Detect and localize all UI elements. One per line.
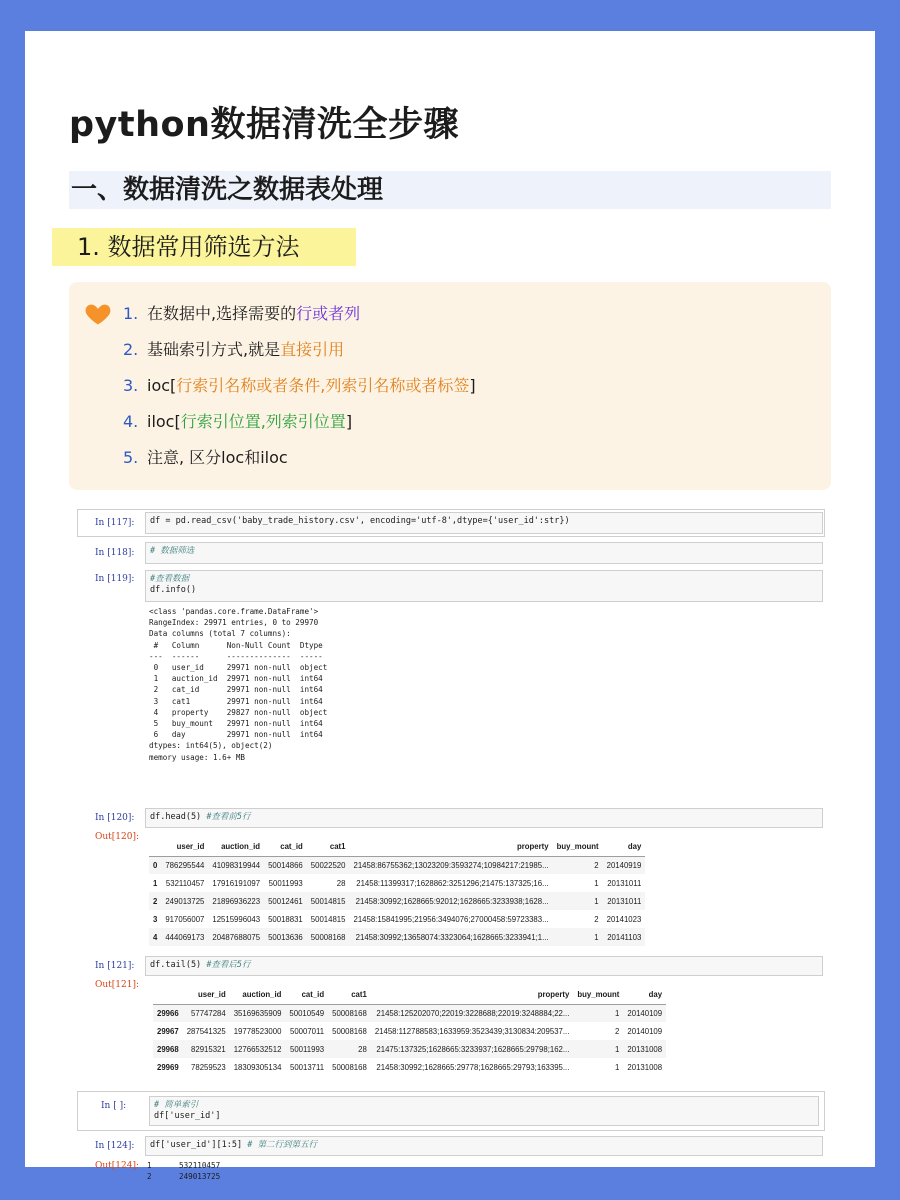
tip-highlight: 行或者列 <box>296 304 361 323</box>
tip-number: 1. <box>123 304 139 323</box>
cell-output: <class 'pandas.core.frame.DataFrame'> RangeIndex: 29971 entries, 0 to 29970 Data columns (total 7 columns): # Column Non-Null Count Dtype --- ------ -------------- ----- 0 user_id 29971 non-null object 1 auction_id 29971 non-null int64 2 cat_id 29971 non-null int64 3 cat1 29971 non-null int64 4 property 29827 non-null object 5 buy_mount 29971 non-null int64 6 day 29971 non-null int64 dtypes: int64(5), object(2) memory usage: 1.6+ MB <box>149 607 328 762</box>
code-line: df['user_id'][1:5] <box>150 1140 243 1150</box>
output-prompt: Out[121]: <box>95 980 140 990</box>
table-cell: 1 <box>594 932 599 942</box>
column-header: auction_id <box>208 838 264 856</box>
table-cell: 20141023 <box>606 914 642 924</box>
table-cell: 1 <box>594 878 599 888</box>
column-header: user_id <box>183 986 230 1004</box>
orange-heart-icon <box>84 300 112 328</box>
code-comment: # 第二行到第五行 <box>247 1140 317 1150</box>
tip-item <box>123 374 476 410</box>
head-dataframe-table <box>149 838 645 946</box>
table-cell: 786295544 <box>165 860 205 870</box>
column-header: cat1 <box>328 986 371 1004</box>
table-cell: 41098319944 <box>212 860 261 870</box>
input-prompt: In [118]: <box>95 548 135 558</box>
table-cell: 50014815 <box>310 914 346 924</box>
tip-item <box>123 302 476 338</box>
table-cell: 21458:125202070;22019:3228688;22019:3248884;22... <box>376 1008 570 1018</box>
tip-text: ioc[ <box>147 376 177 395</box>
code-input[interactable] <box>145 956 823 976</box>
code-input[interactable] <box>145 570 823 602</box>
table-cell: 2 <box>594 914 599 924</box>
table-cell: 20140109 <box>627 1008 663 1018</box>
tip-number: 4. <box>123 412 139 431</box>
table-cell: 21458:11399317;1628862:3251296;21475:137325;16... <box>356 878 549 888</box>
code-comment: #查看数据 <box>150 574 190 584</box>
column-header: cat_id <box>264 838 307 856</box>
row-index: 4 <box>153 932 158 942</box>
table-cell: 1 <box>615 1044 620 1054</box>
table-cell: 50022520 <box>310 860 346 870</box>
table-row <box>153 1040 666 1058</box>
input-prompt: In [119]: <box>95 574 135 584</box>
table-cell: 21458:86755362;13023209:3593274;10984217:21985... <box>353 860 549 870</box>
tip-text: 基础索引方式,就是 <box>147 340 281 359</box>
output-prompt: Out[120]: <box>95 832 140 842</box>
table-cell: 18309305134 <box>233 1062 282 1072</box>
table-cell: 28 <box>336 878 346 888</box>
notebook-cell-empty[interactable] <box>77 1091 825 1131</box>
table-cell: 20131011 <box>607 878 642 888</box>
tip-highlight: 行索引名称或者条件,列索引名称或者标签 <box>176 376 470 395</box>
row-index: 3 <box>153 914 158 924</box>
code-input[interactable] <box>149 1096 819 1126</box>
notebook-cell-118[interactable] <box>77 542 825 566</box>
tip-item <box>123 338 476 374</box>
tip-text: 注意, 区分loc和iloc <box>147 448 288 467</box>
table-cell: 50010549 <box>289 1008 325 1018</box>
code-line: df['user_id'] <box>154 1111 221 1121</box>
tip-number: 5. <box>123 448 139 467</box>
code-line: df.info() <box>150 585 197 595</box>
column-header: day <box>623 986 666 1004</box>
table-cell: 57747284 <box>191 1008 226 1018</box>
table-cell: 249013725 <box>165 896 205 906</box>
row-index: 29968 <box>157 1044 179 1054</box>
row-index: 29967 <box>157 1026 179 1036</box>
table-cell: 20131011 <box>607 896 642 906</box>
table-cell: 50008168 <box>332 1026 367 1036</box>
table-cell: 20131008 <box>627 1044 663 1054</box>
tip-item <box>123 446 476 482</box>
row-index: 0 <box>153 860 158 870</box>
column-header <box>153 986 183 1004</box>
article-card <box>25 31 875 1182</box>
table-cell: 78259523 <box>191 1062 226 1072</box>
table-cell: 532110457 <box>165 878 205 888</box>
tip-text: iloc[ <box>147 412 181 431</box>
table-cell: 2 <box>615 1026 620 1036</box>
table-cell: 50011993 <box>290 1044 325 1054</box>
table-cell: 1 <box>615 1062 620 1072</box>
column-header: auction_id <box>230 986 286 1004</box>
table-cell: 19778523000 <box>233 1026 282 1036</box>
row-index: 1 <box>153 878 158 888</box>
notebook-cell-124[interactable] <box>77 1136 825 1196</box>
section-heading: 一、数据清洗之数据表处理 <box>69 171 831 209</box>
table-cell: 50008168 <box>310 932 346 942</box>
table-cell: 1 <box>615 1008 620 1018</box>
table-cell: 2 <box>594 860 599 870</box>
column-header: buy_mount <box>573 986 623 1004</box>
code-line: df.tail(5) <box>150 960 202 970</box>
table-cell: 20487688075 <box>212 932 261 942</box>
tail-dataframe-table <box>153 986 666 1076</box>
table-cell: 50008168 <box>332 1062 367 1072</box>
tips-box <box>69 282 831 490</box>
table-cell: 21458:15841995;21956:3494076;27000458:59723383... <box>353 914 549 924</box>
table-cell: 28 <box>358 1044 367 1054</box>
table-row <box>149 856 645 874</box>
tip-number: 2. <box>123 340 139 359</box>
table-cell: 444069173 <box>165 932 205 942</box>
table-cell: 21458:30992;13658074:3323064;1628665:3233941;1... <box>355 932 549 942</box>
table-cell: 21458:30992;1628665:29778;1628665:29793;163395... <box>376 1062 570 1072</box>
row-index: 2 <box>153 896 158 906</box>
table-cell: 287541325 <box>186 1026 226 1036</box>
tip-text: 在数据中,选择需要的 <box>147 304 297 323</box>
table-row <box>149 892 645 910</box>
column-header: day <box>603 838 646 856</box>
notebook-cell-121[interactable] <box>77 956 825 1076</box>
code-input[interactable] <box>145 1136 823 1156</box>
table-cell: 21458:112788583;1633959:3523439;3130834:209537... <box>374 1026 570 1036</box>
column-header: cat1 <box>307 838 350 856</box>
table-cell: 35169635909 <box>233 1008 282 1018</box>
input-prompt: In [ ]: <box>101 1101 127 1111</box>
input-prompt: In [124]: <box>95 1141 135 1151</box>
code-input[interactable]: df = pd.read_csv('baby_trade_history.csv', encoding='utf-8',dtype={'user_id':str}) <box>145 512 823 534</box>
table-cell: 50014866 <box>268 860 303 870</box>
table-cell: 50008168 <box>332 1008 367 1018</box>
cell-output: 1 532110457 2 249013725 <box>147 1161 221 1182</box>
table-cell: 50012461 <box>268 896 303 906</box>
table-row <box>153 1022 666 1040</box>
row-index: 29969 <box>157 1062 179 1072</box>
notebook-cell-120[interactable] <box>77 808 825 948</box>
table-cell: 12515996043 <box>212 914 261 924</box>
column-header <box>149 838 161 856</box>
input-prompt: In [121]: <box>95 961 135 971</box>
row-index: 29966 <box>157 1008 179 1018</box>
code-comment: #查看后5行 <box>206 960 251 970</box>
table-cell: 21475:137325;1628665:3233937;1628665:29798;162... <box>376 1044 570 1054</box>
column-header: user_id <box>161 838 208 856</box>
table-cell: 21896936223 <box>212 896 261 906</box>
table-cell: 17916191097 <box>212 878 261 888</box>
table-row <box>149 928 645 946</box>
tip-item <box>123 410 476 446</box>
table-cell: 50018831 <box>268 914 303 924</box>
table-cell: 82915321 <box>191 1044 226 1054</box>
column-header: buy_mount <box>553 838 603 856</box>
code-line: df.head(5) <box>150 812 202 822</box>
tip-number: 3. <box>123 376 139 395</box>
table-cell: 50013711 <box>290 1062 325 1072</box>
table-cell: 20140109 <box>627 1026 663 1036</box>
tip-highlight: 直接引用 <box>280 340 345 359</box>
output-prompt: Out[124]: <box>95 1161 140 1171</box>
table-cell: 21458:30992;1628665:92012;1628665:3233938;1628... <box>355 896 549 906</box>
code-input[interactable]: # 数据筛选 <box>145 542 823 564</box>
table-cell: 50007011 <box>290 1026 325 1036</box>
table-cell: 50011993 <box>268 878 303 888</box>
subsection-heading: 1. 数据常用筛选方法 <box>52 228 356 266</box>
column-header: property <box>349 838 552 856</box>
input-prompt: In [117]: <box>95 518 135 528</box>
code-input[interactable] <box>145 808 823 828</box>
table-row <box>153 1058 666 1076</box>
notebook-cell-119[interactable] <box>77 570 825 770</box>
column-header: cat_id <box>285 986 328 1004</box>
tip-suffix: ] <box>469 376 476 395</box>
table-cell: 12766532512 <box>233 1044 282 1054</box>
table-cell: 1 <box>594 896 599 906</box>
table-cell: 917056007 <box>165 914 205 924</box>
table-row <box>149 910 645 928</box>
code-comment: #查看前5行 <box>206 812 251 822</box>
table-cell: 20140919 <box>606 860 642 870</box>
code-comment: # 简单索引 <box>154 1100 199 1110</box>
column-header: property <box>371 986 574 1004</box>
notebook-cell-117[interactable] <box>77 509 825 537</box>
page-title: python数据清洗全步骤 <box>69 105 459 145</box>
table-cell: 50013636 <box>268 932 303 942</box>
tip-highlight: 行索引位置,列索引位置 <box>180 412 346 431</box>
table-cell: 20141103 <box>607 932 642 942</box>
tips-list <box>123 302 476 482</box>
table-row <box>153 1004 666 1022</box>
input-prompt: In [120]: <box>95 813 135 823</box>
table-cell: 50014815 <box>310 896 346 906</box>
table-cell: 20131008 <box>627 1062 663 1072</box>
tip-suffix: ] <box>345 412 353 431</box>
table-row <box>149 874 645 892</box>
